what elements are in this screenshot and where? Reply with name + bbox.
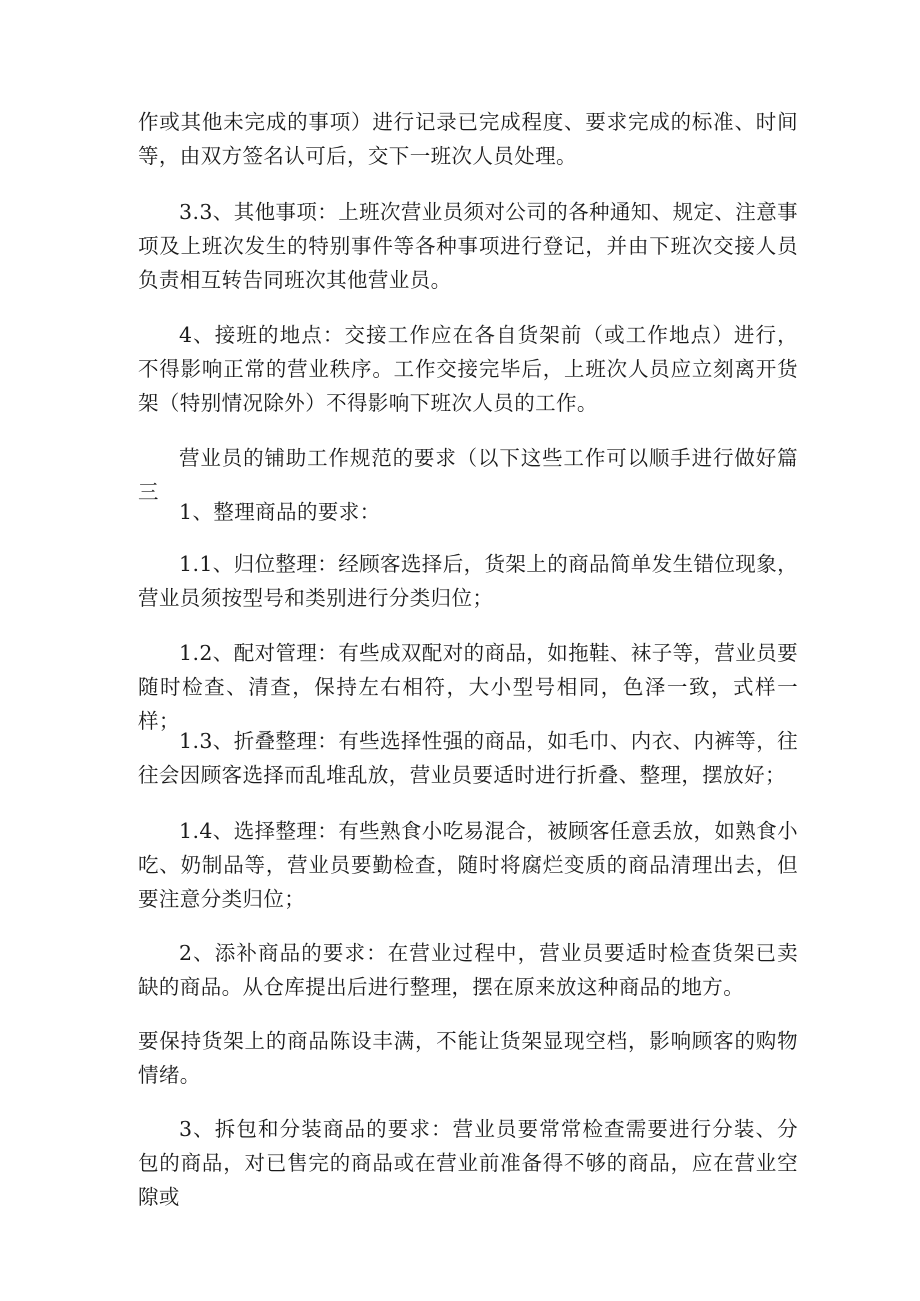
paragraph-4-handover-location: 4、接班的地点：交接工作应在各自货架前（或工作地点）进行，不得影响正常的营业秩序。工作交接完毕后，上班次人员应立刻离开货架（特别情况除外）不得影响下班次人员的工作。 [138, 323, 798, 415]
paragraph-3-unpacking: 3、拆包和分装商品的要求：营业员要常常检查需要进行分装、分包的商品，对已售完的商品或在营业前准备得不够的商品，应在营业空隙或 [138, 1117, 798, 1209]
section-heading-assistant-work: 营业员的铺助工作规范的要求（以下这些工作可以顺手进行做好篇三 [138, 446, 798, 504]
paragraph-1-3-folding: 1.3、折叠整理：有些选择性强的商品，如毛巾、内衣、内裤等，往往会因顾客选择而乱堆乱放，营业员要适时进行折叠、整理，摆放好； [138, 729, 798, 787]
paragraph-1-4-selection: 1.4、选择整理：有些熟食小吃易混合，被顾客任意丢放，如熟食小吃、奶制品等，营业员要勤检查，随时将腐烂变质的商品清理出去，但要注意分类归位； [138, 819, 798, 911]
paragraph-3-3-other-items: 3.3、其他事项：上班次营业员须对公司的各种通知、规定、注意事项及上班次发生的特别事件等各种事项进行登记，并由下班次交接人员负责相互转告同班次其他营业员。 [138, 200, 798, 292]
paragraph-2-replenish: 2、添补商品的要求：在营业过程中，营业员要适时检查货架已卖缺的商品。从仓库提出后进行整理，摆在原来放这种商品的地方。 [138, 941, 798, 999]
paragraph-1-1-reposition: 1.1、归位整理：经顾客选择后，货架上的商品简单发生错位现象，营业员须按型号和类别进行分类归位； [138, 552, 798, 610]
paragraph-1-arrange-goods: 1、整理商品的要求： [179, 500, 381, 524]
paragraph-continuation: 作或其他未完成的事项）进行记录已完成程度、要求完成的标准、时间等，由双方签名认可后，交下一班次人员处理。 [138, 110, 798, 168]
paragraph-keep-shelves-full: 要保持货架上的商品陈设丰满，不能让货架显现空档，影响顾客的购物情绪。 [138, 1029, 798, 1087]
paragraph-1-2-pairing: 1.2、配对管理：有些成双配对的商品，如拖鞋、袜子等，营业员要随时检查、清查，保持左右相符，大小型号相同，色泽一致，式样一样； [138, 641, 798, 733]
